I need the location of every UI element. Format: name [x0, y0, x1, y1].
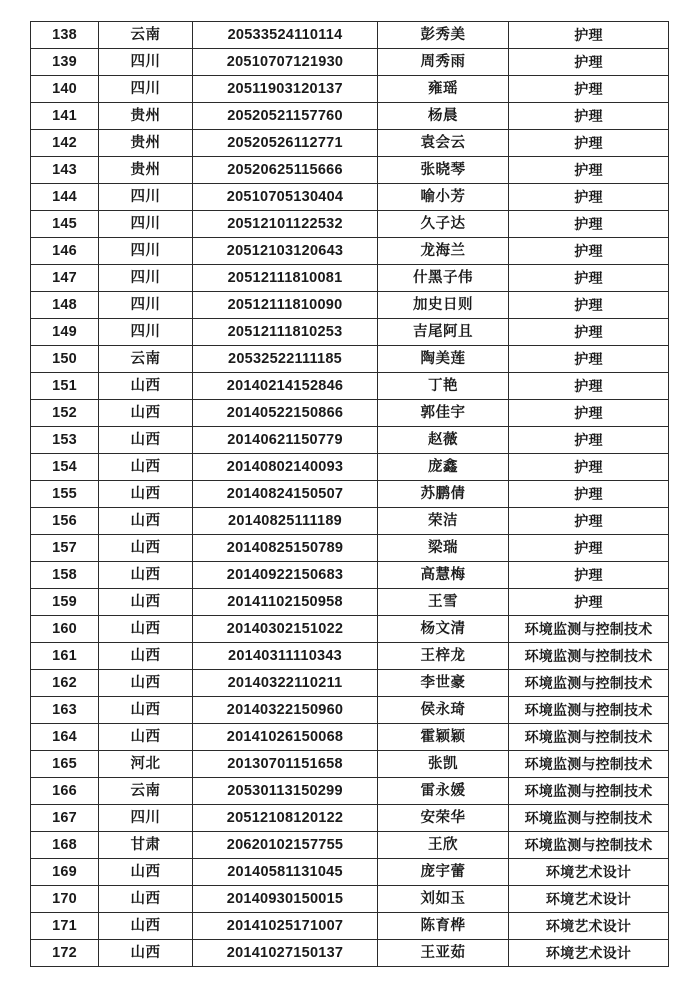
- roster-table: [30, 21, 669, 967]
- cell-sequence-number: 161: [31, 643, 99, 670]
- cell-province: 山西: [99, 670, 193, 697]
- cell-candidate-id: 20512103120643: [193, 238, 378, 265]
- cell-major: 环境监测与控制技术: [509, 724, 669, 751]
- cell-province: 山西: [99, 400, 193, 427]
- cell-candidate-id: 20530113150299: [193, 778, 378, 805]
- cell-major: 环境监测与控制技术: [509, 643, 669, 670]
- cell-candidate-id: 20140322110211: [193, 670, 378, 697]
- cell-major: 护理: [509, 481, 669, 508]
- cell-sequence-number: 172: [31, 940, 99, 967]
- table-row: [31, 643, 669, 670]
- cell-province: 贵州: [99, 103, 193, 130]
- cell-province: 山西: [99, 697, 193, 724]
- cell-candidate-id: 20140802140093: [193, 454, 378, 481]
- cell-candidate-id: 20140930150015: [193, 886, 378, 913]
- cell-major: 护理: [509, 157, 669, 184]
- table-row: [31, 373, 669, 400]
- table-row: [31, 157, 669, 184]
- cell-major: 环境监测与控制技术: [509, 778, 669, 805]
- cell-major: 护理: [509, 319, 669, 346]
- table-row: [31, 535, 669, 562]
- cell-province: 贵州: [99, 130, 193, 157]
- cell-sequence-number: 168: [31, 832, 99, 859]
- cell-major: 护理: [509, 562, 669, 589]
- cell-province: 山西: [99, 724, 193, 751]
- cell-candidate-id: 20512108120122: [193, 805, 378, 832]
- table-row: [31, 130, 669, 157]
- cell-sequence-number: 170: [31, 886, 99, 913]
- cell-candidate-id: 20140302151022: [193, 616, 378, 643]
- cell-province: 云南: [99, 346, 193, 373]
- table-row: [31, 292, 669, 319]
- cell-major: 护理: [509, 22, 669, 49]
- cell-student-name: 彭秀美: [378, 22, 509, 49]
- table-row: [31, 670, 669, 697]
- cell-candidate-id: 20140621150779: [193, 427, 378, 454]
- cell-sequence-number: 157: [31, 535, 99, 562]
- cell-candidate-id: 20140922150683: [193, 562, 378, 589]
- cell-candidate-id: 20140311110343: [193, 643, 378, 670]
- cell-major: 环境艺术设计: [509, 940, 669, 967]
- cell-student-name: 久子达: [378, 211, 509, 238]
- cell-major: 护理: [509, 49, 669, 76]
- cell-province: 甘肃: [99, 832, 193, 859]
- cell-major: 护理: [509, 130, 669, 157]
- cell-sequence-number: 141: [31, 103, 99, 130]
- cell-sequence-number: 146: [31, 238, 99, 265]
- cell-sequence-number: 149: [31, 319, 99, 346]
- table-row: [31, 238, 669, 265]
- cell-province: 贵州: [99, 157, 193, 184]
- cell-sequence-number: 140: [31, 76, 99, 103]
- table-row: [31, 751, 669, 778]
- cell-candidate-id: 20510707121930: [193, 49, 378, 76]
- cell-sequence-number: 145: [31, 211, 99, 238]
- cell-province: 山西: [99, 913, 193, 940]
- cell-student-name: 丁艳: [378, 373, 509, 400]
- cell-sequence-number: 163: [31, 697, 99, 724]
- cell-major: 环境监测与控制技术: [509, 805, 669, 832]
- cell-sequence-number: 158: [31, 562, 99, 589]
- cell-student-name: 雷永媛: [378, 778, 509, 805]
- cell-candidate-id: 20512111810081: [193, 265, 378, 292]
- cell-major: 环境监测与控制技术: [509, 832, 669, 859]
- cell-student-name: 高慧梅: [378, 562, 509, 589]
- cell-province: 四川: [99, 49, 193, 76]
- cell-student-name: 吉尾阿且: [378, 319, 509, 346]
- cell-student-name: 赵薇: [378, 427, 509, 454]
- cell-province: 四川: [99, 238, 193, 265]
- cell-student-name: 龙海兰: [378, 238, 509, 265]
- table-row: [31, 454, 669, 481]
- cell-sequence-number: 159: [31, 589, 99, 616]
- cell-major: 环境监测与控制技术: [509, 697, 669, 724]
- table-row: [31, 49, 669, 76]
- cell-student-name: 周秀雨: [378, 49, 509, 76]
- cell-sequence-number: 164: [31, 724, 99, 751]
- table-row: [31, 886, 669, 913]
- cell-sequence-number: 138: [31, 22, 99, 49]
- table-row: [31, 400, 669, 427]
- cell-province: 四川: [99, 76, 193, 103]
- table-row: [31, 346, 669, 373]
- cell-candidate-id: 20512111810253: [193, 319, 378, 346]
- cell-province: 山西: [99, 859, 193, 886]
- cell-province: 山西: [99, 940, 193, 967]
- cell-student-name: 霍颖颖: [378, 724, 509, 751]
- cell-student-name: 加史日则: [378, 292, 509, 319]
- cell-student-name: 张晓琴: [378, 157, 509, 184]
- cell-province: 四川: [99, 265, 193, 292]
- cell-sequence-number: 162: [31, 670, 99, 697]
- cell-major: 护理: [509, 292, 669, 319]
- cell-student-name: 陈育桦: [378, 913, 509, 940]
- cell-student-name: 雍瑶: [378, 76, 509, 103]
- cell-student-name: 张凯: [378, 751, 509, 778]
- table-row: [31, 724, 669, 751]
- cell-province: 山西: [99, 427, 193, 454]
- cell-province: 河北: [99, 751, 193, 778]
- cell-student-name: 王欣: [378, 832, 509, 859]
- cell-major: 环境艺术设计: [509, 913, 669, 940]
- cell-province: 山西: [99, 589, 193, 616]
- cell-sequence-number: 144: [31, 184, 99, 211]
- table-row: [31, 697, 669, 724]
- cell-major: 护理: [509, 238, 669, 265]
- cell-candidate-id: 20510705130404: [193, 184, 378, 211]
- cell-candidate-id: 20140214152846: [193, 373, 378, 400]
- cell-sequence-number: 160: [31, 616, 99, 643]
- table-row: [31, 508, 669, 535]
- cell-student-name: 喻小芳: [378, 184, 509, 211]
- cell-province: 云南: [99, 778, 193, 805]
- cell-student-name: 袁会云: [378, 130, 509, 157]
- cell-sequence-number: 169: [31, 859, 99, 886]
- cell-sequence-number: 154: [31, 454, 99, 481]
- table-row: [31, 778, 669, 805]
- cell-student-name: 什黑子伟: [378, 265, 509, 292]
- table-row: [31, 832, 669, 859]
- cell-student-name: 苏鹏倩: [378, 481, 509, 508]
- cell-student-name: 李世豪: [378, 670, 509, 697]
- cell-sequence-number: 155: [31, 481, 99, 508]
- cell-candidate-id: 20140824150507: [193, 481, 378, 508]
- cell-major: 护理: [509, 589, 669, 616]
- cell-sequence-number: 139: [31, 49, 99, 76]
- cell-province: 四川: [99, 292, 193, 319]
- cell-major: 环境监测与控制技术: [509, 670, 669, 697]
- cell-candidate-id: 20620102157755: [193, 832, 378, 859]
- cell-candidate-id: 20130701151658: [193, 751, 378, 778]
- cell-sequence-number: 147: [31, 265, 99, 292]
- cell-candidate-id: 20520526112771: [193, 130, 378, 157]
- cell-major: 护理: [509, 184, 669, 211]
- cell-candidate-id: 20140522150866: [193, 400, 378, 427]
- roster-table-body: [31, 22, 669, 967]
- cell-province: 山西: [99, 562, 193, 589]
- cell-sequence-number: 152: [31, 400, 99, 427]
- table-row: [31, 562, 669, 589]
- cell-major: 护理: [509, 400, 669, 427]
- table-row: [31, 805, 669, 832]
- cell-major: 环境艺术设计: [509, 886, 669, 913]
- cell-student-name: 庞宇蕾: [378, 859, 509, 886]
- cell-sequence-number: 171: [31, 913, 99, 940]
- cell-sequence-number: 151: [31, 373, 99, 400]
- table-row: [31, 211, 669, 238]
- cell-sequence-number: 166: [31, 778, 99, 805]
- table-row: [31, 103, 669, 130]
- cell-student-name: 郭佳宇: [378, 400, 509, 427]
- cell-province: 山西: [99, 886, 193, 913]
- table-row: [31, 76, 669, 103]
- cell-province: 四川: [99, 184, 193, 211]
- cell-province: 山西: [99, 616, 193, 643]
- cell-province: 山西: [99, 508, 193, 535]
- cell-major: 环境艺术设计: [509, 859, 669, 886]
- table-row: [31, 184, 669, 211]
- roster-table-container: [30, 21, 668, 967]
- cell-candidate-id: 20140322150960: [193, 697, 378, 724]
- cell-province: 山西: [99, 454, 193, 481]
- cell-province: 山西: [99, 535, 193, 562]
- cell-candidate-id: 20141102150958: [193, 589, 378, 616]
- cell-student-name: 刘如玉: [378, 886, 509, 913]
- cell-student-name: 安荣华: [378, 805, 509, 832]
- cell-sequence-number: 165: [31, 751, 99, 778]
- cell-sequence-number: 167: [31, 805, 99, 832]
- cell-student-name: 杨文清: [378, 616, 509, 643]
- cell-student-name: 陶美莲: [378, 346, 509, 373]
- cell-major: 护理: [509, 103, 669, 130]
- table-row: [31, 913, 669, 940]
- cell-province: 四川: [99, 805, 193, 832]
- table-row: [31, 22, 669, 49]
- cell-province: 四川: [99, 319, 193, 346]
- cell-candidate-id: 20532522111185: [193, 346, 378, 373]
- cell-major: 环境监测与控制技术: [509, 616, 669, 643]
- cell-major: 护理: [509, 265, 669, 292]
- cell-candidate-id: 20512101122532: [193, 211, 378, 238]
- table-row: [31, 265, 669, 292]
- cell-student-name: 王亚茹: [378, 940, 509, 967]
- cell-major: 护理: [509, 454, 669, 481]
- table-row: [31, 481, 669, 508]
- cell-student-name: 荣洁: [378, 508, 509, 535]
- cell-sequence-number: 148: [31, 292, 99, 319]
- cell-sequence-number: 153: [31, 427, 99, 454]
- cell-student-name: 庞鑫: [378, 454, 509, 481]
- cell-candidate-id: 20141025171007: [193, 913, 378, 940]
- cell-candidate-id: 20141026150068: [193, 724, 378, 751]
- cell-major: 环境监测与控制技术: [509, 751, 669, 778]
- cell-candidate-id: 20520521157760: [193, 103, 378, 130]
- cell-major: 护理: [509, 76, 669, 103]
- cell-sequence-number: 156: [31, 508, 99, 535]
- cell-student-name: 杨晨: [378, 103, 509, 130]
- cell-major: 护理: [509, 373, 669, 400]
- cell-student-name: 梁瑞: [378, 535, 509, 562]
- cell-province: 山西: [99, 643, 193, 670]
- cell-major: 护理: [509, 346, 669, 373]
- cell-student-name: 王雪: [378, 589, 509, 616]
- cell-student-name: 侯永琦: [378, 697, 509, 724]
- table-row: [31, 940, 669, 967]
- cell-sequence-number: 143: [31, 157, 99, 184]
- cell-candidate-id: 20511903120137: [193, 76, 378, 103]
- cell-candidate-id: 20533524110114: [193, 22, 378, 49]
- cell-sequence-number: 150: [31, 346, 99, 373]
- cell-sequence-number: 142: [31, 130, 99, 157]
- cell-candidate-id: 20141027150137: [193, 940, 378, 967]
- cell-major: 护理: [509, 211, 669, 238]
- cell-major: 护理: [509, 535, 669, 562]
- cell-candidate-id: 20140825111189: [193, 508, 378, 535]
- cell-candidate-id: 20140581131045: [193, 859, 378, 886]
- cell-province: 云南: [99, 22, 193, 49]
- table-row: [31, 319, 669, 346]
- cell-student-name: 王梓龙: [378, 643, 509, 670]
- table-row: [31, 859, 669, 886]
- cell-candidate-id: 20512111810090: [193, 292, 378, 319]
- table-row: [31, 616, 669, 643]
- table-row: [31, 427, 669, 454]
- cell-major: 护理: [509, 427, 669, 454]
- cell-candidate-id: 20140825150789: [193, 535, 378, 562]
- cell-major: 护理: [509, 508, 669, 535]
- cell-candidate-id: 20520625115666: [193, 157, 378, 184]
- cell-province: 山西: [99, 373, 193, 400]
- cell-province: 四川: [99, 211, 193, 238]
- cell-province: 山西: [99, 481, 193, 508]
- table-row: [31, 589, 669, 616]
